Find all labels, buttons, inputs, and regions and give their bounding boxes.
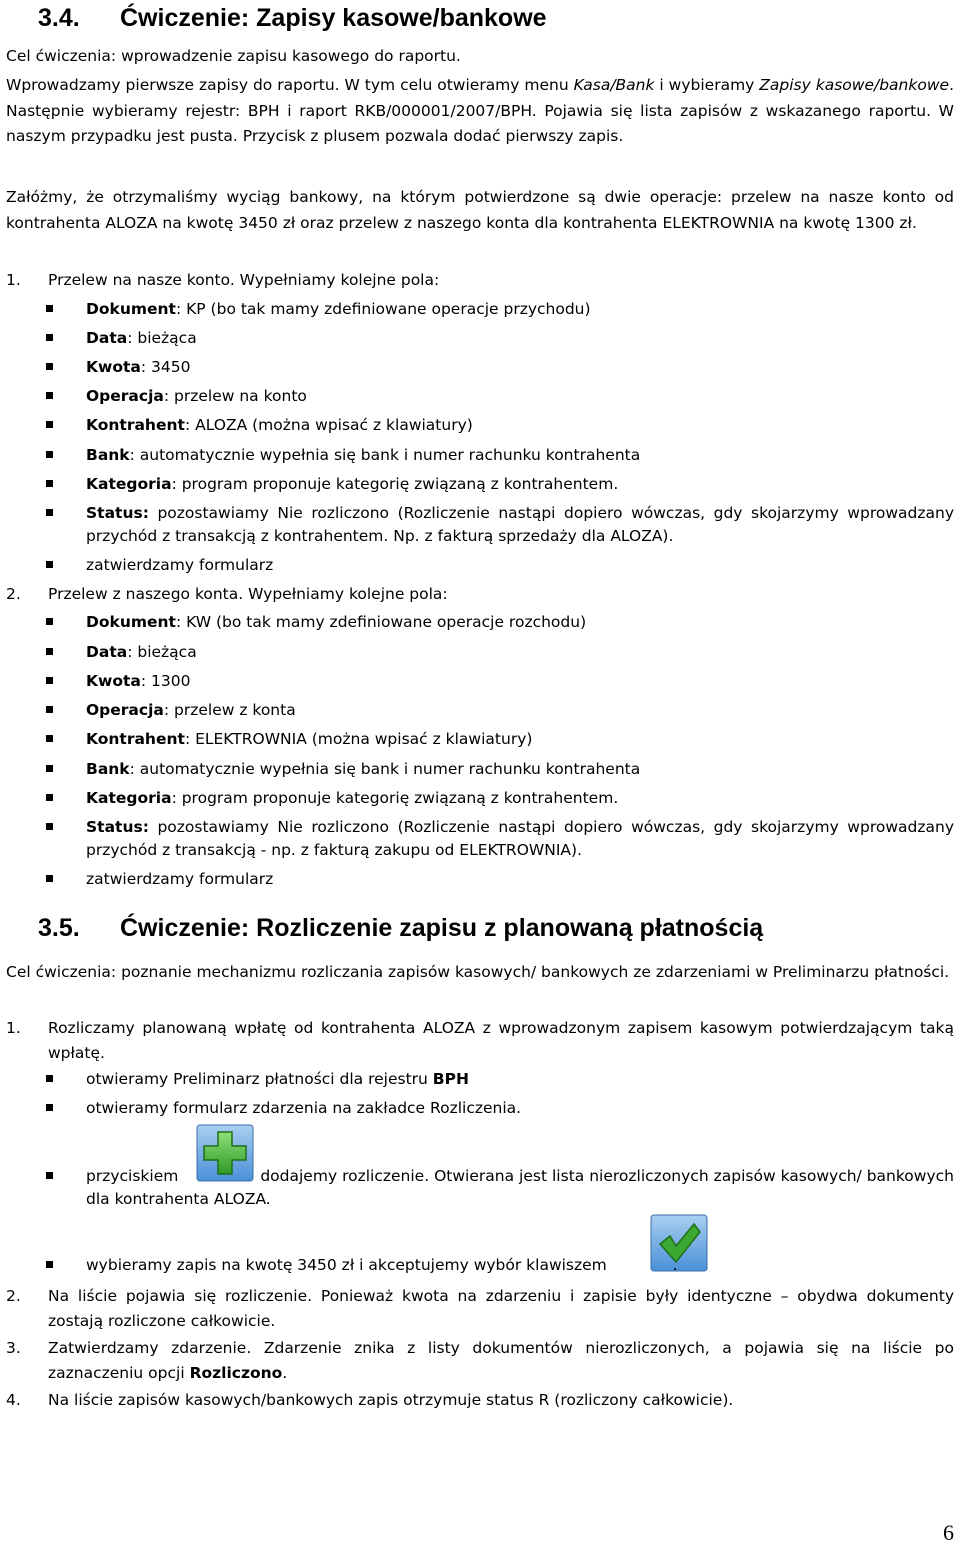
- field-value: : automatycznie wypełnia się bank i numer rachunku kontrahenta: [129, 760, 641, 778]
- step-number: 3.: [6, 1339, 21, 1357]
- section-heading-3-5: [38, 914, 763, 943]
- field-key: Kontrahent: [86, 730, 185, 748]
- bullet-text: wybieramy zapis na kwotę 3450 zł i akceptujemy wybór klawiszem: [86, 1256, 607, 1274]
- field-value: : KP (bo tak mamy zdefiniowane operacje przychodu): [175, 300, 591, 318]
- field-key: Status:: [86, 818, 149, 836]
- bullet-square-icon: [46, 735, 53, 742]
- exercise-goal: Cel ćwiczenia: poznanie mechanizmu rozliczania zapisów kasowych/ bankowych ze zdarzeniami w Preliminarzu płatności.: [6, 963, 950, 981]
- bullet-text-block: [86, 1254, 954, 1277]
- exercise-goal: Cel ćwiczenia: wprowadzenie zapisu kasowego do raportu.: [6, 47, 461, 65]
- step-number: 1.: [6, 271, 21, 289]
- field-value: zatwierdzamy formularz: [86, 870, 274, 888]
- bullet-square-icon: [46, 765, 53, 772]
- bullet-square-icon: [46, 618, 53, 625]
- bullet-square-icon: [46, 706, 53, 713]
- intro-paragraph: [6, 73, 954, 150]
- step-number: 1.: [6, 1019, 21, 1037]
- bullet-text: dodajemy rozliczenie. Otwierana jest lista nierozliczonych zapisów kasowych/ bankowych dla kontrahenta ALOZA.: [86, 1167, 954, 1208]
- section-heading-3-4: [38, 4, 547, 33]
- bullet-square-icon: [46, 561, 53, 568]
- field-value: : przelew na konto: [163, 387, 307, 405]
- field-value: : przelew z konta: [163, 701, 296, 719]
- field-value: : automatycznie wypełnia się bank i numer rachunku kontrahenta: [129, 446, 641, 464]
- field-value: : ELEKTROWNIA (można wpisać z klawiatury): [184, 730, 533, 748]
- bullet-square-icon: [46, 334, 53, 341]
- step-text: Na liście pojawia się rozliczenie. Ponieważ kwota na zdarzeniu i zapisie były identyczne – obydwa dokumenty zostają rozliczone całkowicie.: [48, 1287, 954, 1330]
- option-name: Rozliczono: [189, 1364, 283, 1382]
- field-value: : bieżąca: [127, 643, 197, 661]
- field-value: : program proponuje kategorię związaną z kontrahentem.: [171, 789, 619, 807]
- bullet-square-icon: [46, 1261, 53, 1268]
- field-value: zatwierdzamy formularz: [86, 556, 274, 574]
- submenu-name: Zapisy kasowe/bankowe: [759, 76, 950, 94]
- step-text-part: .: [282, 1364, 288, 1382]
- field-key: Kwota: [86, 672, 141, 690]
- bullet-square-icon: [46, 509, 53, 516]
- bullet-square-icon: [46, 392, 53, 399]
- section-number: 3.5.: [38, 914, 80, 942]
- bullet-text: przyciskiem: [86, 1167, 179, 1185]
- step-text: Na liście zapisów kasowych/bankowych zapis otrzymuje status R (rozliczony całkowicie).: [48, 1391, 734, 1409]
- step-text: Przelew na nasze konto. Wypełniamy kolejne pola:: [48, 271, 440, 289]
- field-value: : bieżąca: [127, 329, 197, 347]
- bullet-text: .: [672, 1256, 678, 1274]
- bullet-square-icon: [46, 451, 53, 458]
- field-key: Kategoria: [86, 789, 172, 807]
- intro-text-b: i wybieramy: [654, 76, 760, 94]
- bullet-square-icon: [46, 794, 53, 801]
- bullet-square-icon: [46, 823, 53, 830]
- bullet-square-icon: [46, 480, 53, 487]
- field-key: Bank: [86, 760, 130, 778]
- field-key: Bank: [86, 446, 130, 464]
- field-value: : program proponuje kategorię związaną z kontrahentem.: [171, 475, 619, 493]
- bullet-square-icon: [46, 875, 53, 882]
- field-key: Data: [86, 643, 128, 661]
- step-number: 2.: [6, 585, 21, 603]
- field-key: Operacja: [86, 701, 164, 719]
- scenario-paragraph: Załóżmy, że otrzymaliśmy wyciąg bankowy, na którym potwierdzone są dwie operacje: przelew na nasze konto od kontrahenta ALOZA na kwotę 3450 zł oraz przelew z naszego konta dla kontrahenta ELEKTROWNIA na kwotę 1300 zł.: [6, 188, 954, 232]
- section-number: 3.4.: [38, 4, 80, 32]
- menu-name: Kasa/Bank: [573, 76, 655, 94]
- bullet-square-icon: [46, 421, 53, 428]
- field-value: : 3450: [140, 358, 191, 376]
- field-key: Dokument: [86, 300, 176, 318]
- bullet-text-block: [86, 1165, 954, 1210]
- field-key: Status:: [86, 504, 149, 522]
- step-text: [48, 1336, 954, 1386]
- field-key: Kwota: [86, 358, 141, 376]
- intro-text-c: . Następnie wybieramy rejestr: BPH i raport RKB/000001/2007/BPH. Pojawia się lista zapisów z wskazanego raportu. W naszym przypadku jest pusta. Przycisk z plusem pozwala dodać pierwszy zapis.: [6, 76, 954, 145]
- field-value: pozostawiamy Nie rozliczono (Rozliczenie nastąpi dopiero wówczas, gdy skojarzymy wprowadzany przychód z transakcją z kontrahentem. Np. z fakturą sprzedaży dla ALOZA).: [86, 504, 954, 545]
- step-text: Rozliczamy planowaną wpłatę od kontrahenta ALOZA z wprowadzonym zapisem kasowym potwierdzającym taką wpłatę.: [48, 1019, 954, 1062]
- step-text: Przelew z naszego konta. Wypełniamy kolejne pola:: [48, 585, 448, 603]
- register-name: BPH: [432, 1070, 469, 1088]
- field-key: Dokument: [86, 613, 176, 631]
- field-key: Data: [86, 329, 128, 347]
- step-text-part: Zatwierdzamy zdarzenie. Zdarzenie znika z listy dokumentów nierozliczonych, a pojawia się na liście po zaznaczeniu opcji: [48, 1339, 954, 1382]
- bullet-text: otwieramy Preliminarz płatności dla rejestru: [86, 1070, 433, 1088]
- field-key: Kontrahent: [86, 416, 185, 434]
- field-key: Kategoria: [86, 475, 172, 493]
- field-key: Operacja: [86, 387, 164, 405]
- bullet-square-icon: [46, 1172, 53, 1179]
- bullet-square-icon: [46, 677, 53, 684]
- section-title: Ćwiczenie: Zapisy kasowe/bankowe: [120, 4, 547, 32]
- page-number: 6: [943, 1520, 954, 1545]
- bullet-square-icon: [46, 648, 53, 655]
- bullet-text: otwieramy formularz zdarzenia na zakładce Rozliczenia.: [86, 1099, 522, 1117]
- bullet-square-icon: [46, 1104, 53, 1111]
- bullet-square-icon: [46, 1075, 53, 1082]
- intro-text-a: Wprowadzamy pierwsze zapisy do raportu. W tym celu otwieramy menu: [6, 76, 574, 94]
- field-value: pozostawiamy Nie rozliczono (Rozliczenie nastąpi dopiero wówczas, gdy skojarzymy wprowadzany przychód z transakcją - np. z fakturą zakupu od ELEKTROWNIA).: [86, 818, 954, 859]
- field-value: : 1300: [140, 672, 191, 690]
- step-number: 2.: [6, 1287, 21, 1305]
- step-number: 4.: [6, 1391, 21, 1409]
- section-title: Ćwiczenie: Rozliczenie zapisu z planowaną płatnością: [120, 914, 764, 942]
- field-value: : ALOZA (można wpisać z klawiatury): [184, 416, 473, 434]
- bullet-square-icon: [46, 305, 53, 312]
- field-value: : KW (bo tak mamy zdefiniowane operacje rozchodu): [175, 613, 587, 631]
- bullet-square-icon: [46, 363, 53, 370]
